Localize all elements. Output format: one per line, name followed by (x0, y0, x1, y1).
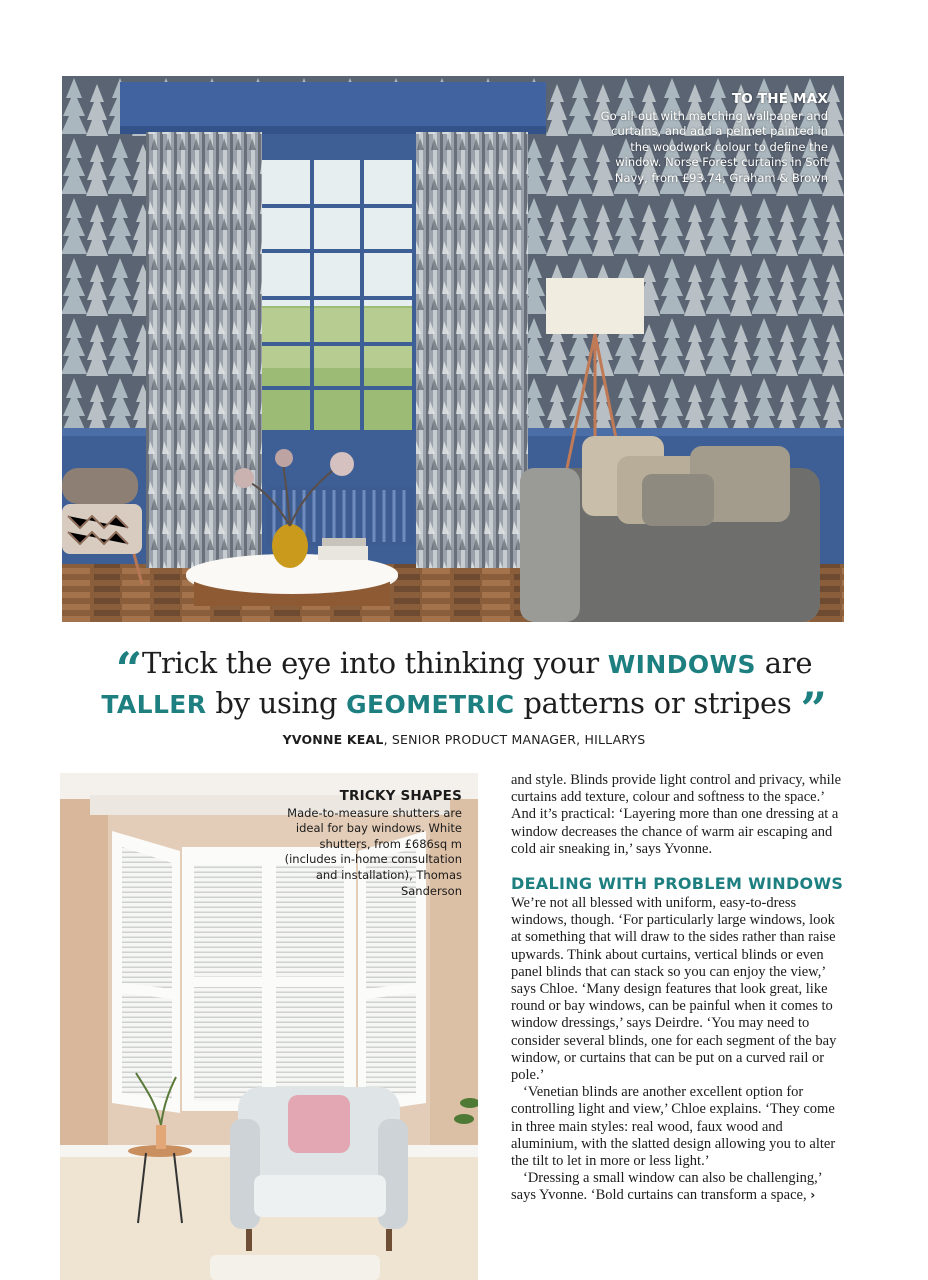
article-column (511, 772, 846, 1205)
attribution-name: YVONNE KEAL (282, 732, 384, 747)
top-photo-caption-body: Go all-out with matching wallpaper and curtains, and add a pelmet painted in the woodwork colour to define the window. Norse Forest curtains in Soft Navy, from £93.74, Graham & Brown (600, 108, 828, 185)
bottom-photo-caption-title: TRICKY SHAPES (339, 788, 462, 804)
article-paragraph: ‘Venetian blinds are another excellent option for controlling light and view,’ Chloe explains. ‘They come in three main styles: real wood, faux wood and aluminium, with the slatted design allowing you to alter the tilt to let in more or less light.’ (511, 1084, 836, 1170)
article-paragraph: and style. Blinds provide light control and privacy, while curtains add texture, colour and softness to the space.’ And it’s practical: ‘Layering more than one dressing at a window decreases the chance of warm air escaping and cold air sneaking in,’ says Yvonne. (511, 772, 842, 857)
pull-quote-line-1 (60, 642, 868, 696)
top-photo-caption-title: TO THE MAX (731, 91, 828, 107)
open-quote-mark: “ (115, 642, 142, 696)
quote-text: patterns or stripes (514, 686, 801, 720)
attribution-role: , SENIOR PRODUCT MANAGER, HILLARYS (383, 732, 646, 747)
quote-highlight-geometric: GEOMETRIC (346, 690, 515, 719)
top-photo-caption (598, 92, 828, 187)
quote-highlight-windows: WINDOWS (607, 650, 756, 679)
close-quote-mark: ” (800, 682, 827, 736)
article-paragraph-text: ‘Dressing a small window can also be challenging,’ says Yvonne. ‘Bold curtains can transform a space, (511, 1170, 822, 1204)
quote-attribution (60, 732, 868, 747)
article-paragraph-last (511, 1170, 846, 1204)
quote-text: by using (206, 686, 347, 720)
bottom-photo-caption (282, 789, 462, 899)
pull-quote-line-2 (60, 682, 868, 736)
pull-quote (60, 644, 868, 747)
quote-text: are (755, 646, 813, 680)
bottom-photo-caption-body: Made-to-measure shutters are ideal for bay windows. White shutters, from £686sq m (includes in-home consultation and installation), Thomas Sanderson (284, 805, 462, 898)
quote-text: Trick the eye into thinking your (141, 646, 608, 680)
living-room-photo (62, 76, 844, 622)
continue-arrow-icon: › (810, 1188, 816, 1203)
quote-highlight-taller: TALLER (101, 690, 207, 719)
article-paragraph: We’re not all blessed with uniform, easy-to-dress windows, though. ‘For particularly large windows, look at something that will draw to the sides rather than raise upwards. Think about curtains, vertical blinds or even panel blinds that can stack so you can enjoy the view,’ says Chloe. ‘Many design features that look great, like round or bay windows, can be painful when it comes to window dressings,’ says Deirdre. ‘You may need to consider several blinds, one for each segment of the bay window, or curtains that can be put on a curved rail or pole.’ (511, 895, 837, 1084)
bay-window-photo (60, 773, 478, 1280)
section-subhead: DEALING WITH PROBLEM WINDOWS (511, 874, 844, 894)
